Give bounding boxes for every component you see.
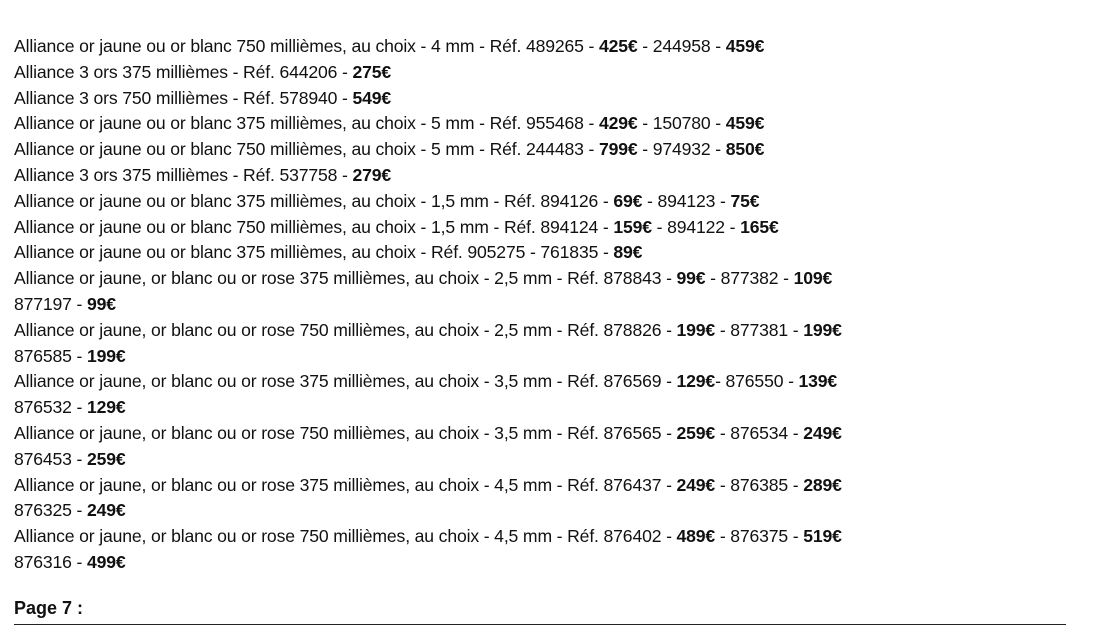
price-value: 99€ (676, 268, 706, 289)
price-line (14, 163, 1058, 189)
line-text: Alliance or jaune ou or blanc 750 millièmes, au choix - 1,5 mm - Réf. 894124 - (14, 216, 614, 237)
line-text: Alliance or jaune ou or blanc 375 millièmes, au choix - 1,5 mm - Réf. 894126 - (14, 190, 614, 211)
page-rule (14, 624, 1066, 625)
price-value: 129€ (87, 397, 126, 418)
price-value: 489€ (676, 526, 716, 547)
line-text: Alliance or jaune, or blanc ou or rose 750 millièmes, au choix - 4,5 mm - Réf. 876402 - (14, 526, 677, 547)
line-text: 876453 - (14, 448, 87, 469)
price-value: 159€ (613, 216, 652, 237)
page-label: Page 7 : (14, 598, 84, 618)
price-value: 799€ (598, 139, 638, 160)
line-text: 876325 - (14, 500, 87, 521)
line-text: Alliance or jaune, or blanc ou or rose 375 millièmes, au choix - 2,5 mm - Réf. 878843 - (14, 268, 677, 289)
line-text: 876316 - (14, 551, 87, 572)
line-text: Alliance or jaune, or blanc ou or rose 750 millièmes, au choix - 3,5 mm - Réf. 876565 - (14, 422, 677, 443)
line-text: Alliance or jaune, or blanc ou or rose 375 millièmes, au choix - 3,5 mm - Réf. 876569 - (14, 371, 677, 392)
line-text: - 876550 - (715, 371, 799, 392)
line-text: - 150780 - (637, 113, 726, 134)
price-line (14, 447, 1058, 473)
price-value: 259€ (87, 448, 126, 469)
price-line (14, 473, 1058, 499)
price-value: 75€ (730, 190, 760, 211)
price-line (14, 421, 1058, 447)
price-value: 99€ (87, 293, 116, 314)
line-text: - 974932 - (637, 139, 726, 160)
price-line (14, 215, 1058, 241)
price-line (14, 344, 1058, 370)
line-text: Alliance or jaune ou or blanc 750 millièmes, au choix - 5 mm - Réf. 244483 - (14, 139, 599, 160)
line-text: - 876375 - (715, 526, 804, 547)
price-value: 275€ (352, 61, 391, 82)
price-value: 89€ (613, 242, 643, 263)
price-value: 139€ (798, 371, 838, 392)
price-line (14, 550, 1058, 576)
price-value: 499€ (87, 551, 126, 572)
price-line (14, 240, 1058, 266)
line-text: - 894122 - (651, 216, 741, 237)
price-value: 165€ (740, 216, 779, 237)
price-line (14, 292, 1058, 318)
line-text: Alliance or jaune ou or blanc 750 millièmes, au choix - 4 mm - Réf. 489265 - (14, 36, 599, 56)
line-text: Alliance 3 ors 375 millièmes - Réf. 537758 - (14, 164, 353, 185)
price-line (14, 86, 1058, 112)
price-value: 249€ (803, 422, 842, 443)
line-text: - 877381 - (715, 319, 804, 340)
price-value: 429€ (598, 113, 638, 134)
price-line (14, 395, 1058, 421)
price-value: 279€ (352, 164, 391, 185)
price-value: 249€ (87, 500, 126, 521)
price-value: 259€ (676, 422, 716, 443)
price-value: 459€ (725, 113, 765, 134)
price-line (14, 60, 1058, 86)
line-text: Alliance or jaune ou or blanc 375 millièmes, au choix - 5 mm - Réf. 955468 - (14, 113, 599, 134)
line-text: 876532 - (14, 397, 87, 418)
price-value: 129€ (676, 371, 716, 392)
line-text: Alliance 3 ors 375 millièmes - Réf. 644206 - (14, 61, 353, 82)
price-value: 199€ (803, 319, 842, 340)
line-text: - 876385 - (715, 474, 804, 495)
price-value: 425€ (598, 36, 638, 56)
price-line (14, 111, 1058, 137)
price-line (14, 524, 1058, 550)
line-text: Alliance or jaune, or blanc ou or rose 375 millièmes, au choix - 4,5 mm - Réf. 876437 - (14, 474, 677, 495)
price-list (14, 34, 1058, 576)
line-text: Alliance 3 ors 750 millièmes - Réf. 578940 - (14, 87, 353, 108)
price-line (14, 34, 1058, 60)
price-line (14, 137, 1058, 163)
line-text: - 876534 - (715, 422, 804, 443)
price-value: 69€ (613, 190, 643, 211)
line-text: - 877382 - (705, 268, 794, 289)
line-text: - 244958 - (637, 36, 726, 56)
price-line (14, 189, 1058, 215)
price-line (14, 369, 1058, 395)
line-text: Alliance or jaune, or blanc ou or rose 750 millièmes, au choix - 2,5 mm - Réf. 878826 - (14, 319, 677, 340)
price-line (14, 498, 1058, 524)
price-value: 549€ (352, 87, 391, 108)
price-value: 199€ (87, 345, 126, 366)
line-text: Alliance or jaune ou or blanc 375 millièmes, au choix - Réf. 905275 - 761835 - (14, 242, 614, 263)
price-value: 519€ (803, 526, 842, 547)
price-value: 289€ (803, 474, 842, 495)
price-value: 249€ (676, 474, 716, 495)
price-line (14, 266, 1058, 292)
line-text: 876585 - (14, 345, 87, 366)
price-value: 459€ (725, 36, 765, 56)
line-text: - 894123 - (642, 190, 731, 211)
line-text: 877197 - (14, 293, 87, 314)
price-value: 199€ (676, 319, 716, 340)
price-value: 109€ (793, 268, 833, 289)
price-value: 850€ (725, 139, 765, 160)
price-line (14, 318, 1058, 344)
